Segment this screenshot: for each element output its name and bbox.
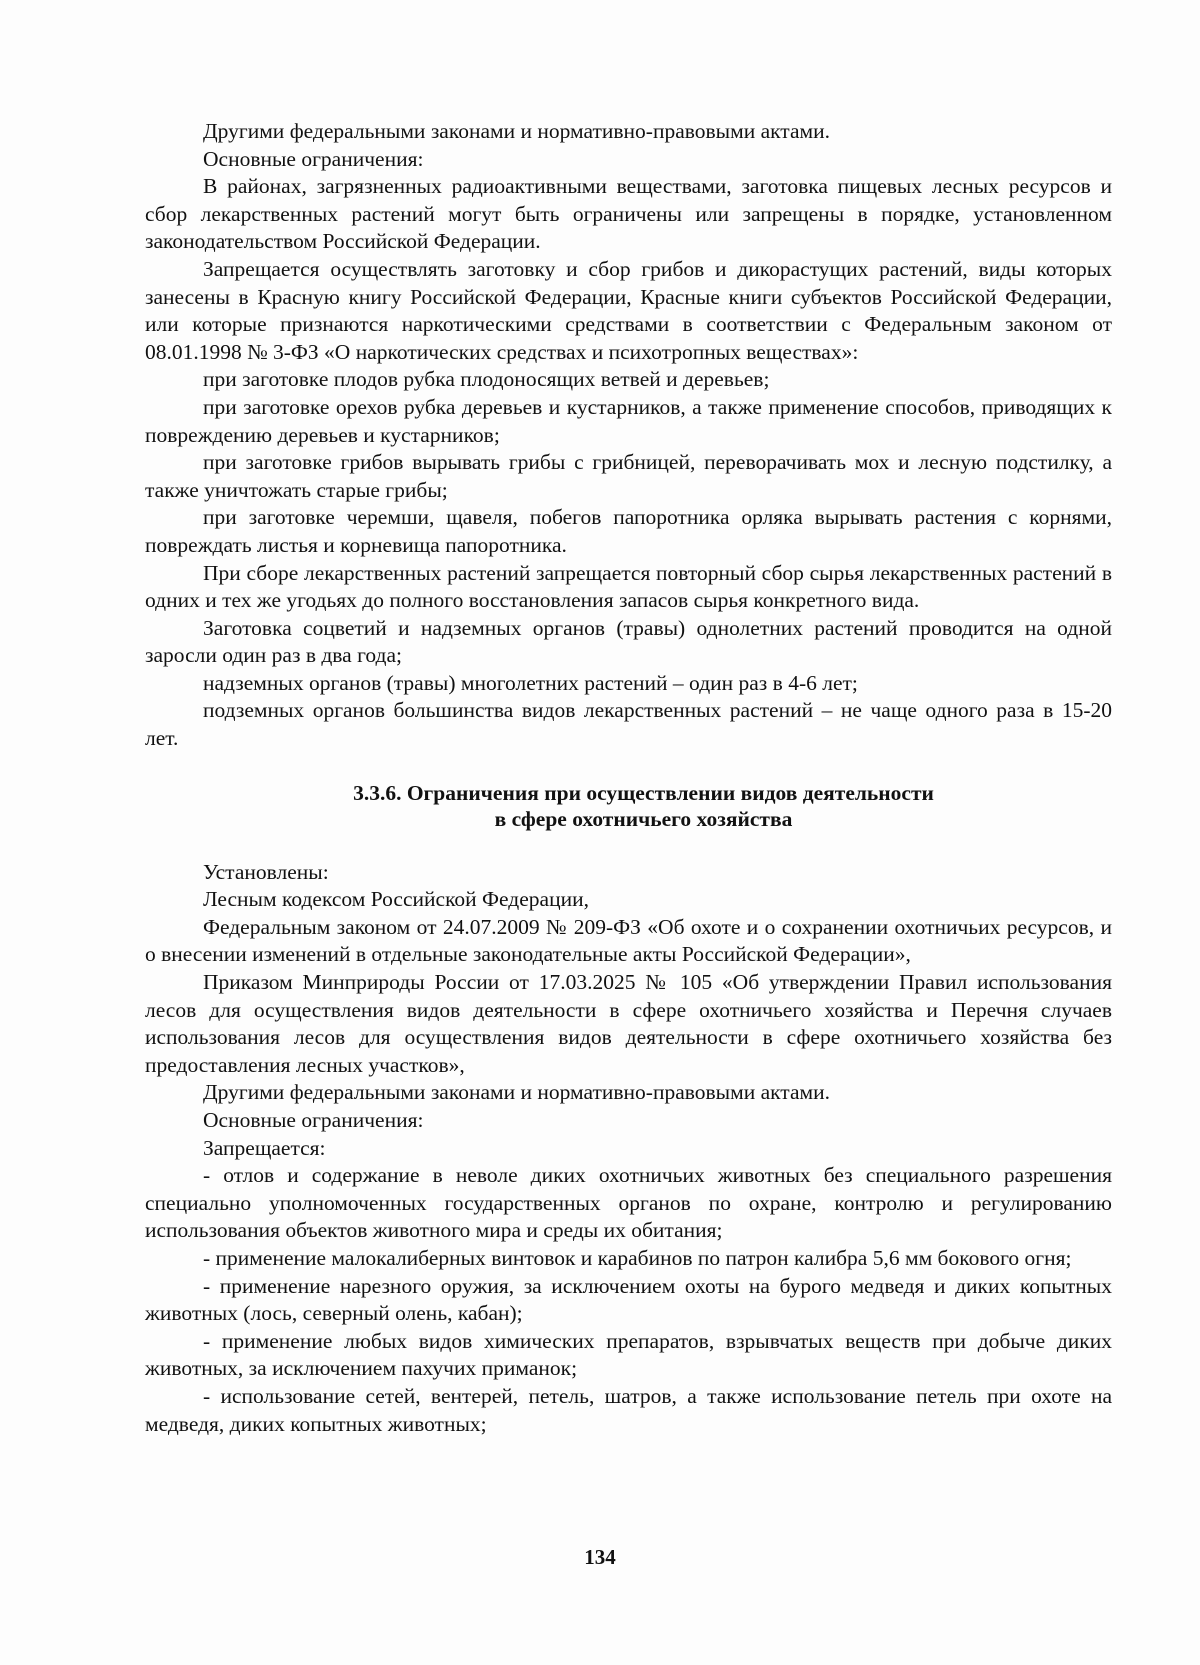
paragraph-other-laws: Другими федеральными законами и нормативно-правовыми актами. <box>203 119 830 143</box>
paragraph-prohibited: Запрещается: <box>203 1135 326 1160</box>
list-item-chemicals: - применение любых видов химических препаратов, взрывчатых веществ при добыче диких животных, за исключением пахучих приманок; <box>145 1328 1112 1381</box>
paragraph-wild-garlic-harvest: при заготовке черемши, щавеля, побегов папоротника орляка вырывать растения с корнями, повреждать листья и корневища папоротника. <box>145 505 1112 557</box>
list-item-nets-snares: - использование сетей, вентерей, петель, шатров, а также использование петель при охоте на медведя, диких копытных животных; <box>145 1383 1112 1436</box>
page-number: 134 <box>584 1545 616 1569</box>
paragraph-main-restrictions: Основные ограничения: <box>203 146 424 171</box>
paragraph-fruit-harvest: при заготовке плодов рубка плодоносящих ветвей и деревьев; <box>203 367 770 392</box>
paragraph-perennial-plants: надземных органов (травы) многолетних растений – один раз в 4-6 лет; <box>203 670 858 695</box>
paragraph-underground-organs: подземных органов большинства видов лекарственных растений – не чаще одного раза в 15-20 лет. <box>145 698 1112 751</box>
paragraph-mushroom-harvest: при заготовке грибов вырывать грибы с грибницей, переворачивать мох и лесную подстилку, а также уничтожать старые грибы; <box>145 450 1112 502</box>
list-item-small-caliber: - применение малокалиберных винтовок и карабинов по патрон калибра 5,6 мм бокового огня; <box>203 1245 1072 1270</box>
paragraph-established: Установлены: <box>203 859 329 884</box>
list-item-captivity: - отлов и содержание в неволе диких охотничьих животных без специального разрешения специально уполномоченных государственных органов по охране, контролю и регулированию использования объектов животного мира и среды их обитания; <box>145 1163 1112 1243</box>
paragraph-nut-harvest: при заготовке орехов рубка деревьев и кустарников, а также применение способов, приводящих к повреждению деревьев и кустарников; <box>145 394 1112 447</box>
list-item-rifled-weapons: - применение нарезного оружия, за исключением охоты на бурого медведя и диких копытных животных (лось, северный олень, кабан); <box>145 1273 1112 1326</box>
paragraph-prohibited-collection: Запрещается осуществлять заготовку и сбор грибов и дикорастущих растений, виды которых занесены в Красную книгу Российской Федерации, Красные книги субъектов Российской Федерации, или которые признаются наркотическими средствами в соответствии с Федеральным законом от 08.01.1998 № 3-ФЗ «О наркотических средствах и психотропных веществах»: <box>145 256 1112 364</box>
paragraph-forest-code: Лесным кодексом Российской Федерации, <box>203 887 589 912</box>
document-body <box>145 118 1112 1438</box>
section-heading-line-1: 3.3.6. Ограничения при осуществлении видов деятельности <box>353 780 934 805</box>
paragraph-ministry-order: Приказом Минприроды России от 17.03.2025 № 105 «Об утверждении Правил использования лесов для осуществления видов деятельности в сфере охотничьего хозяйства и Перечня случаев использования лесов для осуществления видов деятельности в сфере охотничьего хозяйства без предоставления лесных участков», <box>145 970 1112 1077</box>
paragraph-medicinal-plants: При сборе лекарственных растений запрещается повторный сбор сырья лекарственных растений в одних и тех же угодьях до полного восстановления запасов сырья конкретного вида. <box>145 560 1112 613</box>
paragraph-main-restrictions-2: Основные ограничения: <box>203 1108 424 1132</box>
paragraph-other-laws-2: Другими федеральными законами и нормативно-правовыми актами. <box>203 1080 830 1105</box>
paragraph-hunting-law: Федеральным законом от 24.07.2009 № 209-ФЗ «Об охоте и о сохранении охотничьих ресурсов, и о внесении изменений в отдельные законодательные акты Российской Федерации», <box>145 914 1112 967</box>
section-heading <box>145 780 1112 832</box>
section-heading-line-2: в сфере охотничьего хозяйства <box>494 806 793 831</box>
paragraph-annual-plants: Заготовка соцветий и надземных органов (травы) однолетних растений проводится на одной заросли один раз в два года; <box>145 615 1112 668</box>
paragraph-radioactive-areas: В районах, загрязненных радиоактивными веществами, заготовка пищевых лесных ресурсов и сбор лекарственных растений могут быть ограничены или запрещены в порядке, установленном законодательством Российской Федерации. <box>145 174 1112 254</box>
